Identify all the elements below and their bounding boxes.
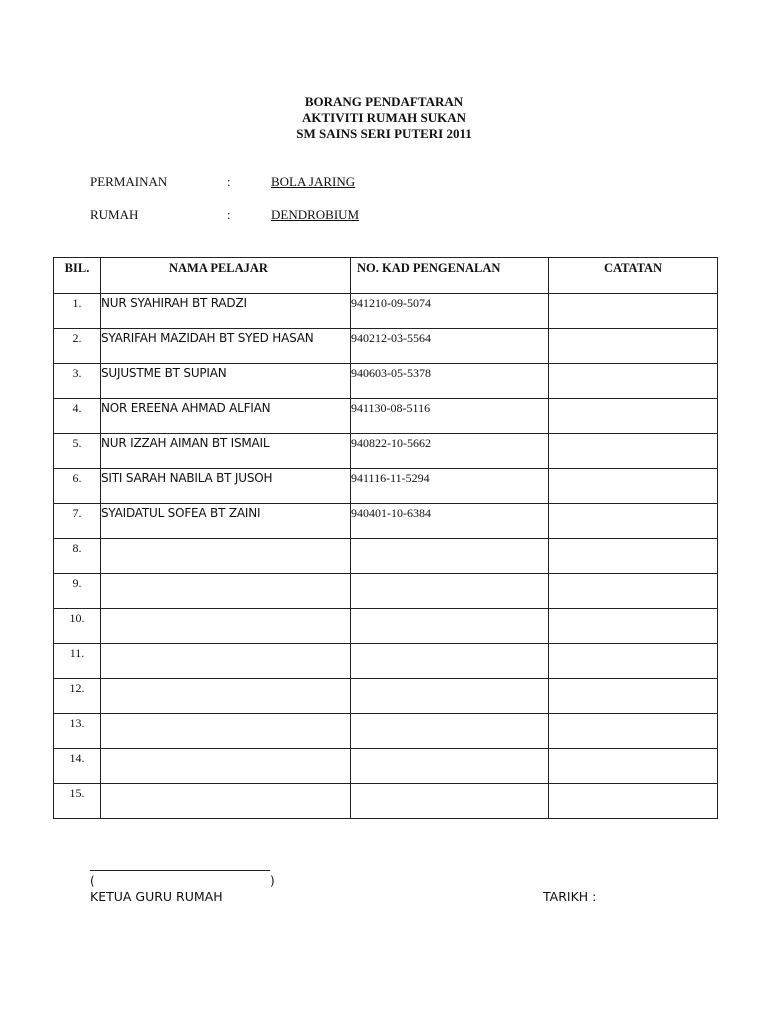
row-number: 14. [54, 749, 101, 784]
signature-line [90, 870, 270, 871]
ic-number [351, 609, 549, 644]
row-number: 8. [54, 539, 101, 574]
ic-number [351, 784, 549, 819]
ic-number [351, 539, 549, 574]
row-number: 15. [54, 784, 101, 819]
student-name [101, 539, 351, 574]
ic-number: 941210-09-5074 [351, 294, 549, 329]
row-number: 13. [54, 714, 101, 749]
ic-number [351, 714, 549, 749]
student-name: NUR IZZAH AIMAN BT ISMAIL [101, 434, 351, 469]
header-name: NAMA PELAJAR [101, 258, 351, 294]
table-header-row [54, 258, 718, 294]
student-name [101, 714, 351, 749]
row-number: 3. [54, 364, 101, 399]
note-cell [549, 294, 718, 329]
table-row [54, 784, 718, 819]
table-row [54, 539, 718, 574]
table-row [54, 434, 718, 469]
row-number: 9. [54, 574, 101, 609]
note-cell [549, 364, 718, 399]
ic-number [351, 749, 549, 784]
date-label: TARIKH : [543, 889, 597, 904]
note-cell [549, 434, 718, 469]
note-cell [549, 399, 718, 434]
table-row [54, 399, 718, 434]
row-number: 6. [54, 469, 101, 504]
row-number: 7. [54, 504, 101, 539]
student-name [101, 784, 351, 819]
row-number: 10. [54, 609, 101, 644]
table-row [54, 644, 718, 679]
row-number: 4. [54, 399, 101, 434]
note-cell [549, 749, 718, 784]
note-cell [549, 574, 718, 609]
row-number: 5. [54, 434, 101, 469]
student-name: NOR EREENA AHMAD ALFIAN [101, 399, 351, 434]
ic-number: 941116-11-5294 [351, 469, 549, 504]
row-number: 11. [54, 644, 101, 679]
table-row [54, 504, 718, 539]
note-cell [549, 644, 718, 679]
ic-number: 940212-03-5564 [351, 329, 549, 364]
ic-number: 940822-10-5662 [351, 434, 549, 469]
header-ic: NO. KAD PENGENALAN [351, 258, 549, 294]
school-name: SM SAINS SERI PUTERI 2011 [296, 126, 472, 141]
student-name [101, 679, 351, 714]
header-bil: BIL. [54, 258, 101, 294]
note-cell [549, 679, 718, 714]
student-name [101, 609, 351, 644]
signature-title: KETUA GURU RUMAH [90, 889, 223, 904]
row-number: 12. [54, 679, 101, 714]
header-note: CATATAN [549, 258, 718, 294]
ic-number: 941130-08-5116 [351, 399, 549, 434]
student-name: SYARIFAH MAZIDAH BT SYED HASAN [101, 329, 351, 364]
note-cell [549, 469, 718, 504]
student-name [101, 574, 351, 609]
table-row [54, 679, 718, 714]
ic-number: 940603-05-5378 [351, 364, 549, 399]
signature-paren-close: ) [270, 874, 275, 888]
table-row [54, 714, 718, 749]
form-subtitle: AKTIVITI RUMAH SUKAN [302, 110, 466, 125]
note-cell [549, 609, 718, 644]
house-colon: : [227, 207, 231, 222]
note-cell [549, 504, 718, 539]
registration-table [53, 257, 718, 819]
table-row [54, 294, 718, 329]
student-name: SITI SARAH NABILA BT JUSOH [101, 469, 351, 504]
student-name [101, 749, 351, 784]
ic-number [351, 644, 549, 679]
ic-number [351, 679, 549, 714]
student-name [101, 644, 351, 679]
student-name: SYAIDATUL SOFEA BT ZAINI [101, 504, 351, 539]
table-row [54, 574, 718, 609]
row-number: 1. [54, 294, 101, 329]
table-row [54, 749, 718, 784]
note-cell [549, 539, 718, 574]
table-row [54, 609, 718, 644]
table-row [54, 469, 718, 504]
house-value: DENDROBIUM [271, 207, 360, 222]
form-header [0, 94, 768, 142]
note-cell [549, 329, 718, 364]
student-name: NUR SYAHIRAH BT RADZI [101, 294, 351, 329]
signature-paren-open: ( [90, 874, 95, 888]
note-cell [549, 784, 718, 819]
game-colon: : [227, 174, 231, 189]
table-row [54, 364, 718, 399]
game-value: BOLA JARING [271, 174, 356, 189]
ic-number [351, 574, 549, 609]
row-number: 2. [54, 329, 101, 364]
game-label: PERMAINAN [90, 174, 168, 189]
student-name: SUJUSTME BT SUPIAN [101, 364, 351, 399]
ic-number: 940401-10-6384 [351, 504, 549, 539]
note-cell [549, 714, 718, 749]
house-label: RUMAH [90, 207, 139, 222]
form-title: BORANG PENDAFTARAN [304, 94, 464, 109]
table-row [54, 329, 718, 364]
